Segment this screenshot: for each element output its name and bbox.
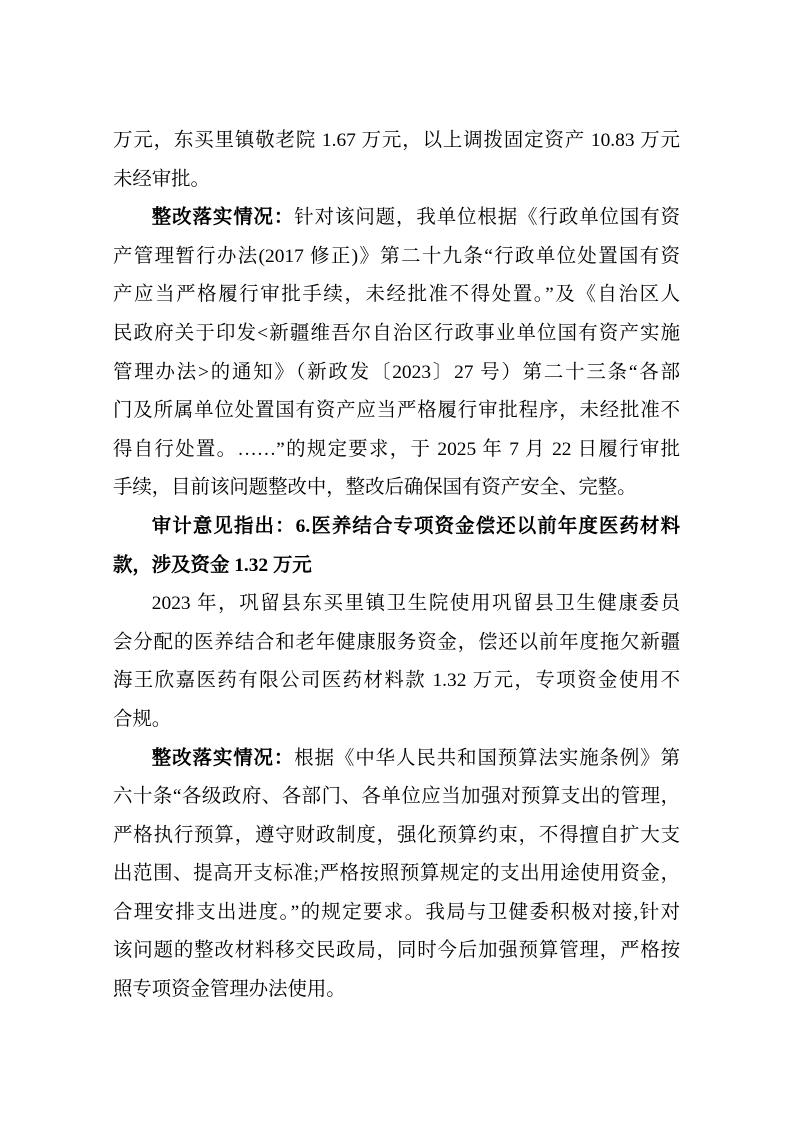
text-line bbox=[113, 469, 680, 508]
text-run: 出范围、提高开支标准;严格按照预算规定的支出用途使用资金， bbox=[113, 863, 680, 885]
text-line bbox=[113, 508, 680, 547]
text-line bbox=[113, 624, 680, 663]
text-run: 合规。 bbox=[113, 708, 172, 730]
text-run: 合理安排支出进度。”的规定要求。我局与卫健委积极对接,针对 bbox=[113, 901, 680, 923]
text-line bbox=[113, 778, 680, 817]
text-line bbox=[113, 662, 680, 701]
text-line bbox=[113, 199, 680, 238]
text-line bbox=[113, 431, 680, 470]
text-run: 六十条“各级政府、各部门、各单位应当加强对预算支出的管理， bbox=[113, 786, 680, 808]
text-line bbox=[113, 547, 680, 586]
text-line bbox=[113, 276, 680, 315]
text-run: 得自行处置。……”的规定要求，于 2025 年 7 月 22 日履行审批 bbox=[113, 438, 680, 460]
text-run: 产应当严格履行审批手续，未经批准不得处置。”及《自治区人 bbox=[113, 284, 680, 306]
bold-run: 整改落实情况： bbox=[151, 207, 295, 229]
paragraph bbox=[113, 122, 680, 199]
text-run: 针对该问题，我单位根据《行政单位国有资 bbox=[294, 207, 681, 229]
text-line bbox=[113, 971, 680, 1010]
paragraph bbox=[113, 199, 680, 508]
text-line bbox=[113, 855, 680, 894]
text-run: 门及所属单位处置国有资产应当严格履行审批程序，未经批准不 bbox=[113, 400, 680, 422]
text-run: 管理办法>的通知》（新政发〔2023〕27 号）第二十三条“各部 bbox=[113, 361, 680, 383]
text-line bbox=[113, 701, 680, 740]
bold-run: 整改落实情况： bbox=[151, 747, 295, 769]
text-run: 未经审批。 bbox=[113, 168, 210, 190]
text-line bbox=[113, 585, 680, 624]
text-line bbox=[113, 238, 680, 277]
text-line bbox=[113, 161, 680, 200]
text-run: 会分配的医养结合和老年健康服务资金，偿还以前年度拖欠新疆 bbox=[113, 631, 680, 653]
text-run: 海王欣嘉医药有限公司医药材料款 1.32 万元，专项资金使用不 bbox=[113, 670, 680, 692]
text-run: 2023 年，巩留县东买里镇卫生院使用巩留县卫生健康委员 bbox=[151, 593, 680, 615]
text-run: 该问题的整改材料移交民政局，同时今后加强预算管理，严格按 bbox=[113, 940, 680, 962]
paragraph bbox=[113, 508, 680, 585]
text-run: 产管理暂行办法(2017 修正)》第二十九条“行政单位处置国有资 bbox=[113, 245, 680, 267]
paragraph bbox=[113, 585, 680, 739]
text-run: 万元，东买里镇敬老院 1.67 万元，以上调拨固定资产 10.83 万元 bbox=[113, 130, 680, 151]
text-line bbox=[113, 817, 680, 856]
text-line bbox=[113, 740, 680, 779]
text-line bbox=[113, 932, 680, 971]
text-run: 民政府关于印发<新疆维吾尔自治区行政事业单位国有资产实施 bbox=[113, 322, 680, 344]
text-line bbox=[113, 122, 680, 161]
text-line bbox=[113, 354, 680, 393]
paragraph bbox=[113, 740, 680, 1010]
bold-run: 款，涉及资金 1.32 万元 bbox=[113, 554, 312, 576]
text-run: 根据《中华人民共和国预算法实施条例》第 bbox=[294, 747, 681, 769]
text-line bbox=[113, 392, 680, 431]
text-line bbox=[113, 315, 680, 354]
document-content bbox=[113, 122, 680, 1010]
bold-run: 审计意见指出：6.医养结合专项资金偿还以前年度医药材料 bbox=[151, 515, 680, 537]
text-run: 手续，目前该问题整改中，整改后确保国有资产安全、完整。 bbox=[113, 477, 637, 499]
text-run: 严格执行预算，遵守财政制度，强化预算约束，不得擅自扩大支 bbox=[113, 824, 680, 846]
text-run: 照专项资金管理办法使用。 bbox=[113, 979, 346, 1001]
text-line bbox=[113, 894, 680, 933]
